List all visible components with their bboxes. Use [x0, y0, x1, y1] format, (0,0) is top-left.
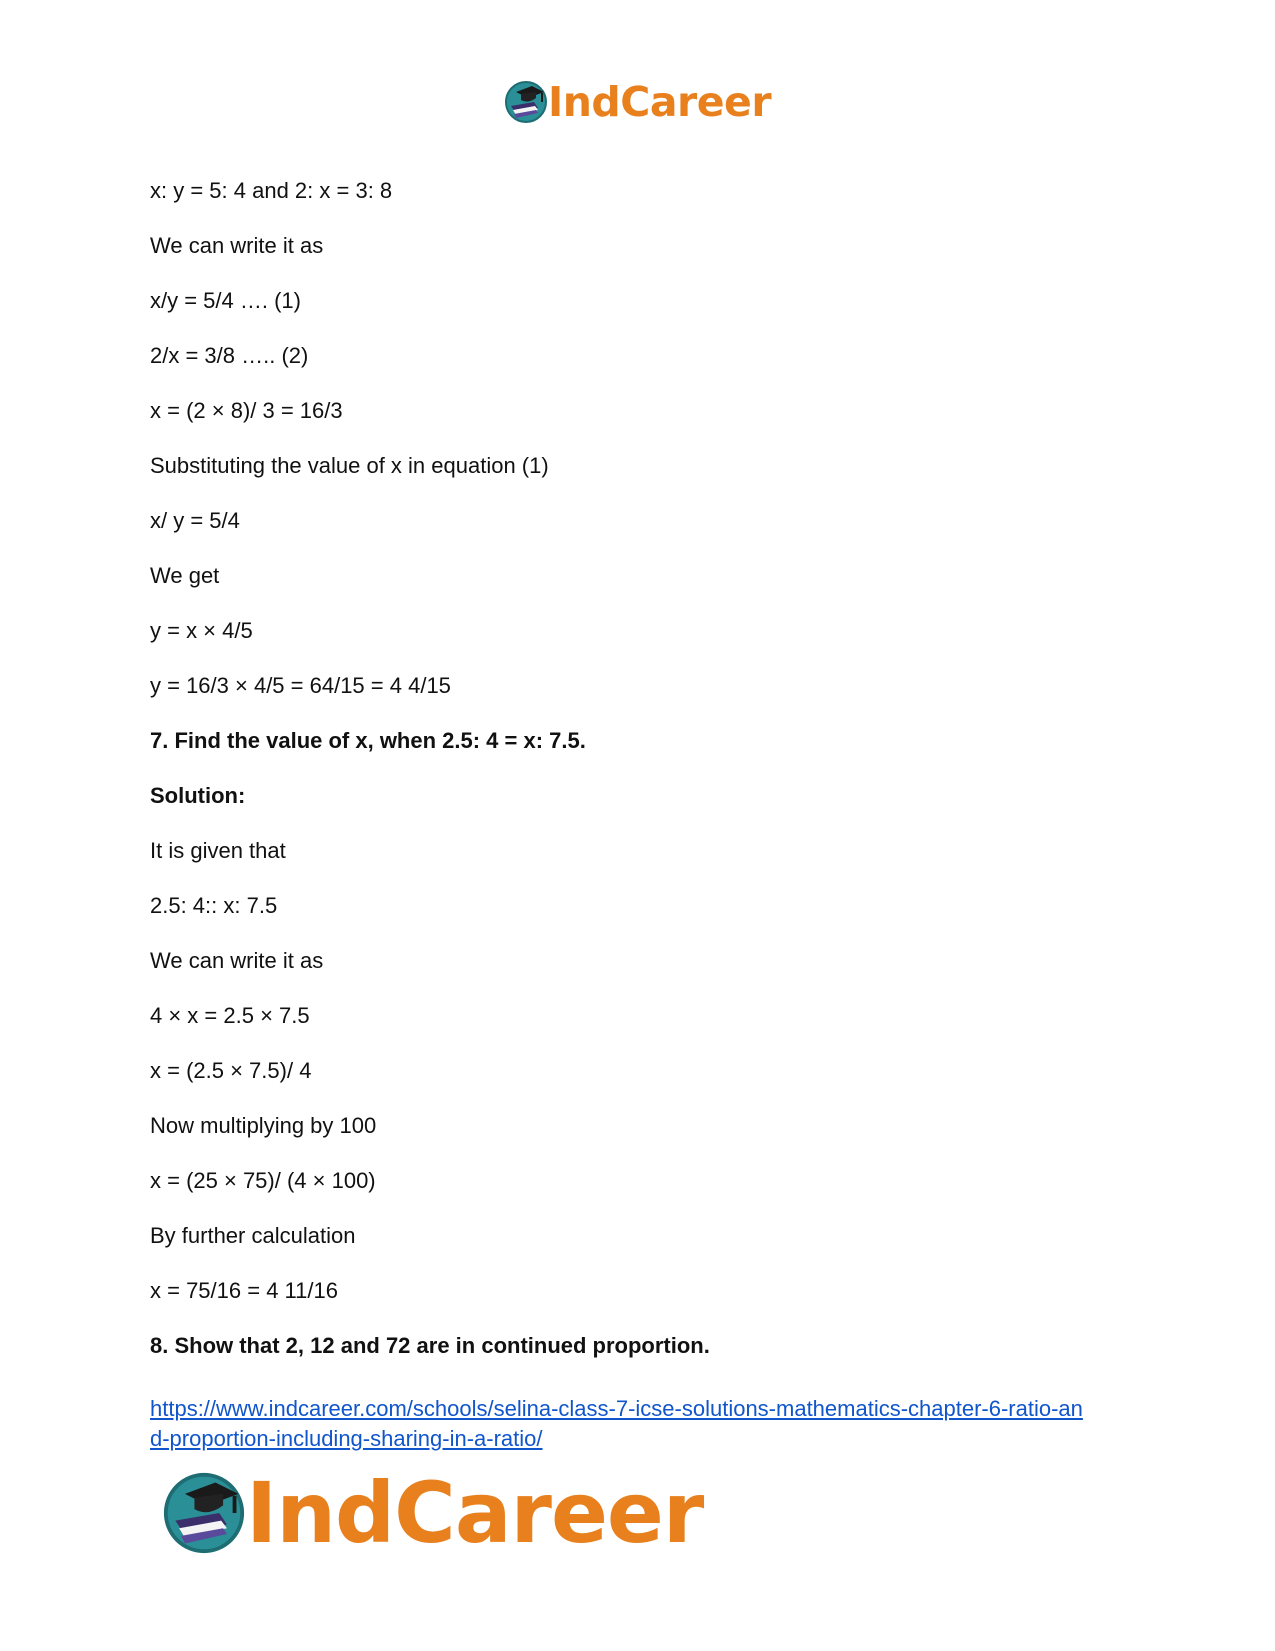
solution-text-line: 4 × x = 2.5 × 7.5 — [150, 1003, 310, 1028]
graduation-cap-books-icon — [504, 80, 548, 124]
solution-text-line: x/y = 5/4 …. (1) — [150, 288, 301, 313]
source-url-link[interactable] — [150, 1394, 1150, 1454]
solution-text-line: Substituting the value of x in equation (1) — [150, 453, 549, 478]
question-heading: 8. Show that 2, 12 and 72 are in continued proportion. — [150, 1333, 710, 1358]
solution-text-line: x: y = 5: 4 and 2: x = 3: 8 — [150, 178, 393, 203]
graduation-cap-books-icon — [162, 1471, 246, 1555]
solution-text-line: It is given that — [150, 838, 286, 863]
solution-text-line: x = 75/16 = 4 11/16 — [150, 1278, 338, 1303]
solution-text-line: By further calculation — [150, 1223, 356, 1248]
header-logo-text: IndCareer — [547, 78, 772, 126]
footer-logo-text: IndCareer — [246, 1464, 704, 1562]
question-heading: Solution: — [150, 783, 246, 808]
solution-text-line: We can write it as — [150, 948, 324, 973]
question-heading: 7. Find the value of x, when 2.5: 4 = x: 7.5. — [150, 728, 586, 753]
solution-text-line: We get — [150, 563, 220, 588]
source-url-line-1[interactable]: https://www.indcareer.com/schools/selina-class-7-icse-solutions-mathematics-chapter-6-ratio-an — [150, 1396, 1083, 1421]
solution-text-line: Now multiplying by 100 — [150, 1113, 377, 1138]
solution-text-line: 2.5: 4:: x: 7.5 — [150, 893, 278, 918]
solution-text-line: x = (25 × 75)/ (4 × 100) — [150, 1168, 376, 1193]
solution-text-line: y = 16/3 × 4/5 = 64/15 = 4 4/15 — [150, 673, 451, 698]
solution-text-line: We can write it as — [150, 233, 324, 258]
footer-logo — [162, 1465, 703, 1561]
solution-text-line: x = (2.5 × 7.5)/ 4 — [150, 1058, 312, 1083]
solution-text-line: 2/x = 3/8 ….. (2) — [150, 343, 309, 368]
solution-text-line: y = x × 4/5 — [150, 618, 253, 643]
solution-text-line: x = (2 × 8)/ 3 = 16/3 — [150, 398, 343, 423]
header-logo — [0, 78, 1275, 126]
solution-text-line: x/ y = 5/4 — [150, 508, 240, 533]
source-url-line-2[interactable]: d-proportion-including-sharing-in-a-ratio/ — [150, 1426, 543, 1451]
